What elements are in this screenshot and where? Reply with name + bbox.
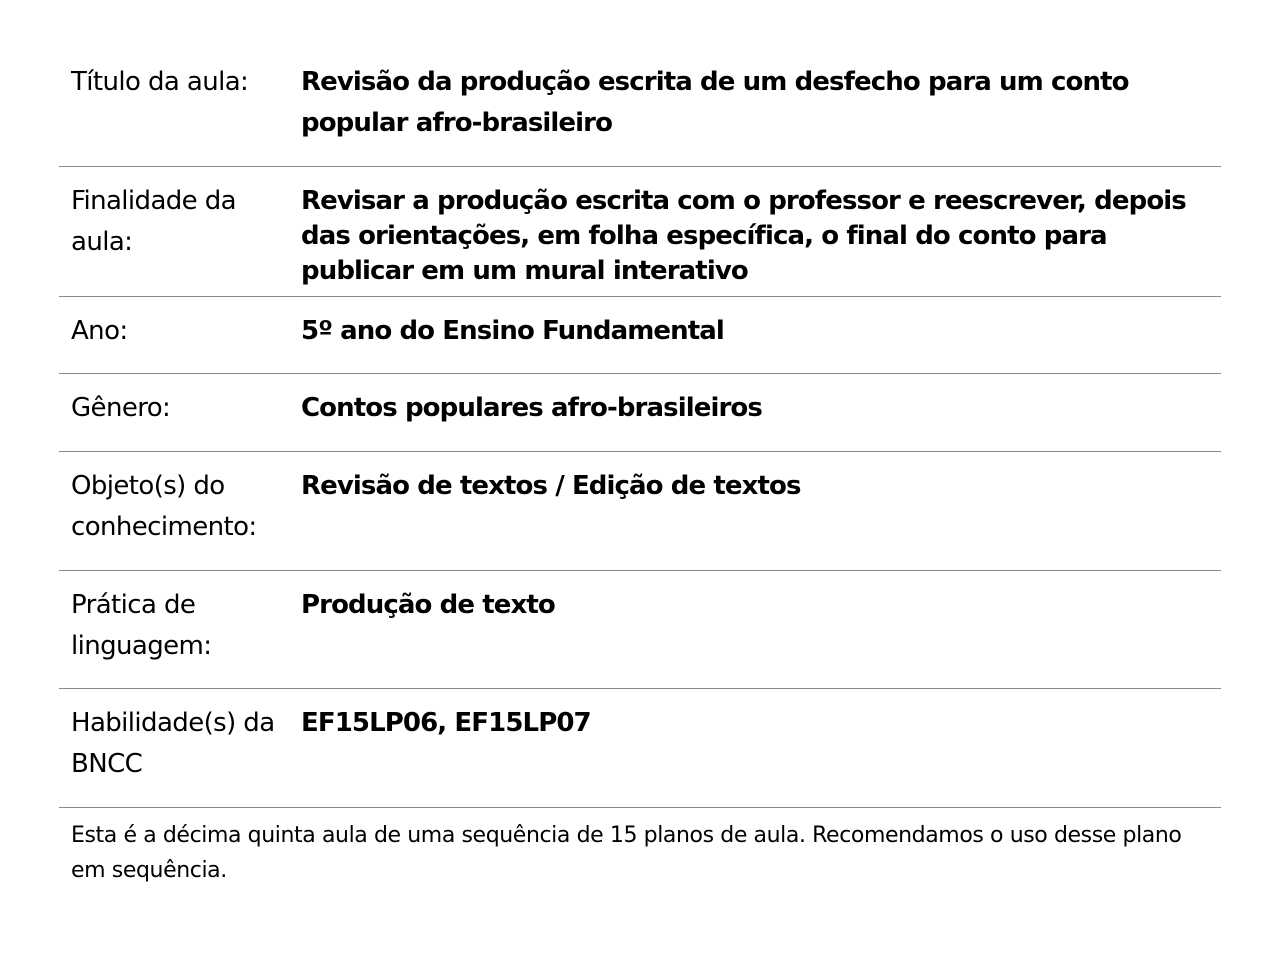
row-lesson-purpose [59, 167, 1221, 297]
row-bncc-skills [59, 689, 1221, 808]
row-label: Habilidade(s) da BNCC [71, 708, 275, 779]
row-label: Título da aula: [71, 67, 249, 97]
row-language-practice [59, 571, 1221, 689]
lesson-info-table [59, 48, 1221, 808]
row-value: Revisão de textos / Edição de textos [301, 471, 801, 501]
row-value: Revisão da produção escrita de um desfecho para um conto popular afro-brasileiro [301, 67, 1129, 138]
row-value: EF15LP06, EF15LP07 [301, 708, 591, 738]
row-label: Finalidade da aula: [71, 186, 236, 257]
row-school-year [59, 297, 1221, 374]
row-lesson-title [59, 48, 1221, 167]
row-genre [59, 374, 1221, 452]
row-value: Revisar a produção escrita com o professor e reescrever, depois das orientações, em folha específica, o final do conto para publicar em um mural interativo [301, 186, 1186, 286]
row-label: Objeto(s) do conhecimento: [71, 471, 257, 542]
row-label: Prática de linguagem: [71, 590, 212, 661]
row-label: Gênero: [71, 393, 171, 423]
row-value: 5º ano do Ensino Fundamental [301, 316, 724, 346]
row-label: Ano: [71, 316, 128, 346]
row-value: Produção de texto [301, 590, 555, 620]
row-value: Contos populares afro-brasileiros [301, 393, 762, 423]
sequence-footnote: Esta é a décima quinta aula de uma sequência de 15 planos de aula. Recomendamos o uso desse plano em sequência. [71, 823, 1182, 883]
row-knowledge-objects [59, 452, 1221, 571]
